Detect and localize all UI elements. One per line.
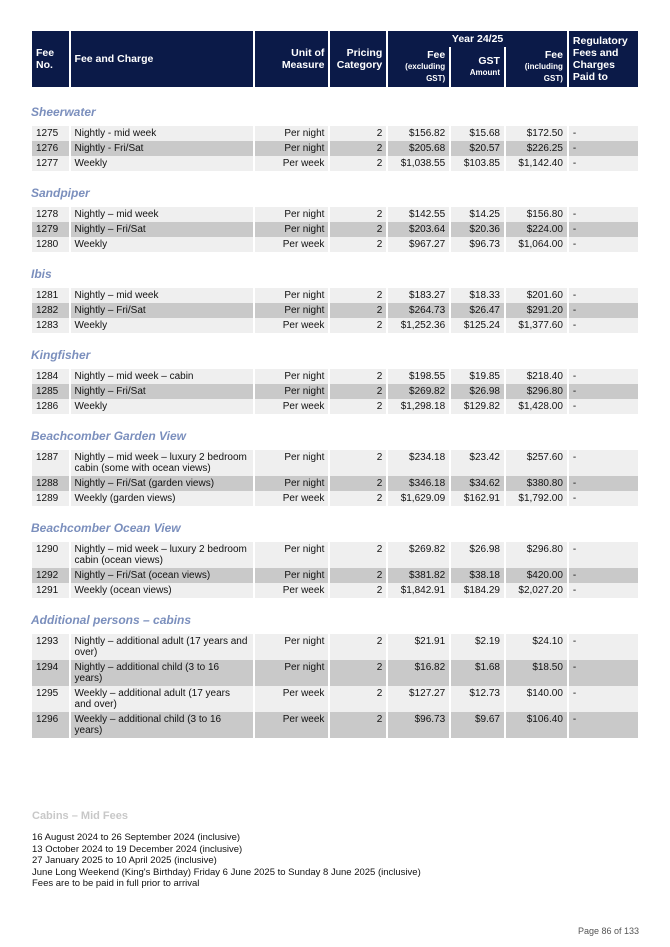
regulatory-cell: - <box>569 141 638 156</box>
fee-incl-gst-cell: $218.40 <box>506 369 567 384</box>
pricing-category-cell: 2 <box>330 384 386 399</box>
table-row <box>32 288 638 303</box>
unit-cell: Per night <box>255 476 328 491</box>
header-fee-and-charge: Fee and Charge <box>71 31 254 87</box>
fee-no-cell: 1293 <box>32 634 69 660</box>
fee-excl-gst-cell: $1,038.55 <box>388 156 449 171</box>
unit-cell: Per night <box>255 288 328 303</box>
regulatory-cell: - <box>569 384 638 399</box>
fee-excl-gst-cell: $96.73 <box>388 712 449 738</box>
header-gst-label: GST <box>478 55 500 67</box>
fee-no-cell: 1281 <box>32 288 69 303</box>
regulatory-cell: - <box>569 542 638 568</box>
fee-description-cell: Nightly – Fri/Sat <box>71 303 254 318</box>
fee-no-cell: 1276 <box>32 141 69 156</box>
regulatory-cell: - <box>569 660 638 686</box>
fee-excl-gst-cell: $1,629.09 <box>388 491 449 506</box>
section-title: Kingfisher <box>31 348 91 362</box>
header-pricing-category: Pricing Category <box>330 31 386 87</box>
pricing-category-cell: 2 <box>330 660 386 686</box>
fee-excl-gst-cell: $198.55 <box>388 369 449 384</box>
fee-excl-gst-cell: $21.91 <box>388 634 449 660</box>
unit-cell: Per night <box>255 222 328 237</box>
fee-incl-gst-cell: $291.20 <box>506 303 567 318</box>
unit-cell: Per week <box>255 318 328 333</box>
unit-cell: Per night <box>255 450 328 476</box>
unit-cell: Per night <box>255 303 328 318</box>
fee-excl-gst-cell: $156.82 <box>388 126 449 141</box>
notes-title: Cabins – Mid Fees <box>32 810 128 822</box>
pricing-category-cell: 2 <box>330 542 386 568</box>
regulatory-cell: - <box>569 303 638 318</box>
pricing-category-cell: 2 <box>330 237 386 252</box>
unit-cell: Per week <box>255 712 328 738</box>
table-header <box>30 31 640 87</box>
pricing-category-cell: 2 <box>330 288 386 303</box>
fee-excl-gst-cell: $183.27 <box>388 288 449 303</box>
fee-excl-gst-cell: $1,252.36 <box>388 318 449 333</box>
fee-incl-gst-cell: $106.40 <box>506 712 567 738</box>
fee-description-cell: Nightly – mid week <box>71 207 254 222</box>
table-row <box>32 237 638 252</box>
fee-description-cell: Nightly – mid week – cabin <box>71 369 254 384</box>
pricing-category-cell: 2 <box>330 476 386 491</box>
gst-amount-cell: $20.57 <box>451 141 504 156</box>
regulatory-cell: - <box>569 450 638 476</box>
fee-no-cell: 1275 <box>32 126 69 141</box>
gst-amount-cell: $26.47 <box>451 303 504 318</box>
fee-no-cell: 1285 <box>32 384 69 399</box>
table-row <box>32 384 638 399</box>
fee-incl-gst-cell: $1,377.60 <box>506 318 567 333</box>
header-fee-excl <box>388 47 449 87</box>
fee-incl-gst-cell: $24.10 <box>506 634 567 660</box>
fee-excl-gst-cell: $381.82 <box>388 568 449 583</box>
pricing-category-cell: 2 <box>330 156 386 171</box>
fee-incl-gst-cell: $380.80 <box>506 476 567 491</box>
table-row <box>32 399 638 414</box>
table-row <box>32 583 638 598</box>
fee-description-cell: Nightly – Fri/Sat (garden views) <box>71 476 254 491</box>
table-row <box>32 660 638 686</box>
header-excluding-gst: (excluding GST) <box>405 62 446 83</box>
fee-description-cell: Nightly – mid week – luxury 2 bedroom cabin (ocean views) <box>71 542 254 568</box>
gst-amount-cell: $23.42 <box>451 450 504 476</box>
fee-description-cell: Nightly – Fri/Sat <box>71 384 254 399</box>
gst-amount-cell: $2.19 <box>451 634 504 660</box>
fee-excl-gst-cell: $142.55 <box>388 207 449 222</box>
gst-amount-cell: $1.68 <box>451 660 504 686</box>
section-title: Beachcomber Garden View <box>31 429 186 443</box>
fee-description-cell: Weekly <box>71 399 254 414</box>
pricing-category-cell: 2 <box>330 583 386 598</box>
gst-amount-cell: $18.33 <box>451 288 504 303</box>
unit-cell: Per night <box>255 568 328 583</box>
gst-amount-cell: $129.82 <box>451 399 504 414</box>
fee-description-cell: Weekly <box>71 156 254 171</box>
unit-cell: Per week <box>255 491 328 506</box>
unit-cell: Per night <box>255 141 328 156</box>
fee-incl-gst-cell: $18.50 <box>506 660 567 686</box>
fee-incl-gst-cell: $201.60 <box>506 288 567 303</box>
fee-table <box>30 207 640 252</box>
section-title: Sandpiper <box>31 186 90 200</box>
fee-incl-gst-cell: $226.25 <box>506 141 567 156</box>
fee-no-cell: 1282 <box>32 303 69 318</box>
unit-cell: Per week <box>255 583 328 598</box>
regulatory-cell: - <box>569 222 638 237</box>
fee-excl-gst-cell: $205.68 <box>388 141 449 156</box>
fee-description-cell: Weekly <box>71 237 254 252</box>
table-row <box>32 686 638 712</box>
gst-amount-cell: $125.24 <box>451 318 504 333</box>
gst-amount-cell: $19.85 <box>451 369 504 384</box>
fee-no-cell: 1290 <box>32 542 69 568</box>
gst-amount-cell: $12.73 <box>451 686 504 712</box>
header-fee-no: Fee No. <box>32 31 69 87</box>
fee-description-cell: Nightly – additional adult (17 years and over) <box>71 634 254 660</box>
table-row <box>32 369 638 384</box>
section-title: Sheerwater <box>31 105 96 119</box>
fee-incl-gst-cell: $296.80 <box>506 384 567 399</box>
pricing-category-cell: 2 <box>330 712 386 738</box>
header-including-gst: (including GST) <box>524 62 563 83</box>
fee-sections <box>31 104 639 738</box>
pricing-category-cell: 2 <box>330 207 386 222</box>
fee-description-cell: Weekly – additional child (3 to 16 years) <box>71 712 254 738</box>
fee-description-cell: Weekly (ocean views) <box>71 583 254 598</box>
unit-cell: Per night <box>255 542 328 568</box>
gst-amount-cell: $34.62 <box>451 476 504 491</box>
fee-excl-gst-cell: $1,298.18 <box>388 399 449 414</box>
unit-cell: Per night <box>255 207 328 222</box>
regulatory-cell: - <box>569 712 638 738</box>
fee-description-cell: Nightly – mid week – luxury 2 bedroom cabin (some with ocean views) <box>71 450 254 476</box>
fee-excl-gst-cell: $264.73 <box>388 303 449 318</box>
table-row <box>32 141 638 156</box>
fee-schedule <box>31 31 639 738</box>
section-title: Additional persons – cabins <box>31 613 192 627</box>
header-year: Year 24/25 <box>388 31 567 47</box>
unit-cell: Per night <box>255 384 328 399</box>
regulatory-cell: - <box>569 476 638 491</box>
unit-cell: Per night <box>255 660 328 686</box>
fee-no-cell: 1295 <box>32 686 69 712</box>
gst-amount-cell: $162.91 <box>451 491 504 506</box>
fee-no-cell: 1288 <box>32 476 69 491</box>
fee-excl-gst-cell: $127.27 <box>388 686 449 712</box>
fee-no-cell: 1287 <box>32 450 69 476</box>
unit-cell: Per week <box>255 686 328 712</box>
notes-block <box>32 810 592 890</box>
regulatory-cell: - <box>569 399 638 414</box>
gst-amount-cell: $9.67 <box>451 712 504 738</box>
regulatory-cell: - <box>569 634 638 660</box>
fee-description-cell: Nightly – Fri/Sat (ocean views) <box>71 568 254 583</box>
regulatory-cell: - <box>569 568 638 583</box>
pricing-category-cell: 2 <box>330 369 386 384</box>
header-fee-label: Fee <box>427 49 446 61</box>
regulatory-cell: - <box>569 237 638 252</box>
fee-incl-gst-cell: $156.80 <box>506 207 567 222</box>
page-number: Page 86 of 133 <box>577 926 639 936</box>
header-regulatory: Regulatory Fees and Charges Paid to <box>569 31 638 87</box>
table-row <box>32 542 638 568</box>
pricing-category-cell: 2 <box>330 126 386 141</box>
gst-amount-cell: $14.25 <box>451 207 504 222</box>
fee-no-cell: 1283 <box>32 318 69 333</box>
fee-description-cell: Nightly – mid week <box>71 288 254 303</box>
fee-no-cell: 1280 <box>32 237 69 252</box>
regulatory-cell: - <box>569 369 638 384</box>
header-fee-inc-label: Fee <box>544 49 563 61</box>
fee-incl-gst-cell: $296.80 <box>506 542 567 568</box>
pricing-category-cell: 2 <box>330 141 386 156</box>
table-row <box>32 476 638 491</box>
notes-line: 16 August 2024 to 26 September 2024 (inclusive) <box>32 832 241 843</box>
fee-incl-gst-cell: $224.00 <box>506 222 567 237</box>
regulatory-cell: - <box>569 126 638 141</box>
fee-incl-gst-cell: $2,027.20 <box>506 583 567 598</box>
gst-amount-cell: $96.73 <box>451 237 504 252</box>
unit-cell: Per week <box>255 237 328 252</box>
fee-no-cell: 1289 <box>32 491 69 506</box>
pricing-category-cell: 2 <box>330 634 386 660</box>
table-row <box>32 450 638 476</box>
notes-line: Fees are to be paid in full prior to arrival <box>32 878 200 889</box>
gst-amount-cell: $15.68 <box>451 126 504 141</box>
fee-excl-gst-cell: $967.27 <box>388 237 449 252</box>
fee-excl-gst-cell: $269.82 <box>388 384 449 399</box>
fee-incl-gst-cell: $1,792.00 <box>506 491 567 506</box>
regulatory-cell: - <box>569 318 638 333</box>
pricing-category-cell: 2 <box>330 399 386 414</box>
gst-amount-cell: $26.98 <box>451 542 504 568</box>
gst-amount-cell: $184.29 <box>451 583 504 598</box>
table-row <box>32 568 638 583</box>
regulatory-cell: - <box>569 288 638 303</box>
table-row <box>32 634 638 660</box>
fee-no-cell: 1296 <box>32 712 69 738</box>
fee-description-cell: Weekly (garden views) <box>71 491 254 506</box>
header-unit-of-measure: Unit of Measure <box>255 31 328 87</box>
fee-incl-gst-cell: $1,064.00 <box>506 237 567 252</box>
gst-amount-cell: $20.36 <box>451 222 504 237</box>
table-row <box>32 491 638 506</box>
fee-no-cell: 1294 <box>32 660 69 686</box>
pricing-category-cell: 2 <box>330 491 386 506</box>
header-gst <box>451 47 504 87</box>
fee-incl-gst-cell: $257.60 <box>506 450 567 476</box>
unit-cell: Per week <box>255 399 328 414</box>
fee-excl-gst-cell: $1,842.91 <box>388 583 449 598</box>
table-row <box>32 156 638 171</box>
fee-incl-gst-cell: $1,142.40 <box>506 156 567 171</box>
unit-cell: Per night <box>255 634 328 660</box>
fee-description-cell: Nightly – additional child (3 to 16 years) <box>71 660 254 686</box>
fee-incl-gst-cell: $420.00 <box>506 568 567 583</box>
fee-description-cell: Nightly – Fri/Sat <box>71 222 254 237</box>
gst-amount-cell: $103.85 <box>451 156 504 171</box>
table-row <box>32 303 638 318</box>
table-row <box>32 318 638 333</box>
pricing-category-cell: 2 <box>330 686 386 712</box>
unit-cell: Per night <box>255 369 328 384</box>
unit-cell: Per week <box>255 156 328 171</box>
fee-excl-gst-cell: $16.82 <box>388 660 449 686</box>
fee-no-cell: 1278 <box>32 207 69 222</box>
notes-line: 27 January 2025 to 10 April 2025 (inclusive) <box>32 855 217 866</box>
fee-no-cell: 1292 <box>32 568 69 583</box>
gst-amount-cell: $38.18 <box>451 568 504 583</box>
pricing-category-cell: 2 <box>330 303 386 318</box>
pricing-category-cell: 2 <box>330 568 386 583</box>
regulatory-cell: - <box>569 583 638 598</box>
regulatory-cell: - <box>569 207 638 222</box>
table-row <box>32 222 638 237</box>
header-gst-amount: Amount <box>469 68 500 77</box>
fee-table <box>30 634 640 738</box>
fee-no-cell: 1284 <box>32 369 69 384</box>
fee-incl-gst-cell: $1,428.00 <box>506 399 567 414</box>
regulatory-cell: - <box>569 491 638 506</box>
fee-excl-gst-cell: $346.18 <box>388 476 449 491</box>
fee-description-cell: Nightly - Fri/Sat <box>71 141 254 156</box>
fee-no-cell: 1277 <box>32 156 69 171</box>
fee-table <box>30 126 640 171</box>
pricing-category-cell: 2 <box>330 222 386 237</box>
gst-amount-cell: $26.98 <box>451 384 504 399</box>
table-row <box>32 126 638 141</box>
fee-excl-gst-cell: $269.82 <box>388 542 449 568</box>
fee-incl-gst-cell: $140.00 <box>506 686 567 712</box>
fee-excl-gst-cell: $234.18 <box>388 450 449 476</box>
fee-incl-gst-cell: $172.50 <box>506 126 567 141</box>
regulatory-cell: - <box>569 156 638 171</box>
fee-table <box>30 450 640 506</box>
fee-table <box>30 288 640 333</box>
table-row <box>32 207 638 222</box>
fee-no-cell: 1279 <box>32 222 69 237</box>
fee-description-cell: Weekly <box>71 318 254 333</box>
fee-no-cell: 1291 <box>32 583 69 598</box>
pricing-category-cell: 2 <box>330 450 386 476</box>
section-title: Beachcomber Ocean View <box>31 521 181 535</box>
section-title: Ibis <box>31 267 52 281</box>
fee-no-cell: 1286 <box>32 399 69 414</box>
pricing-category-cell: 2 <box>330 318 386 333</box>
notes-line: 13 October 2024 to 19 December 2024 (inclusive) <box>32 843 243 855</box>
unit-cell: Per night <box>255 126 328 141</box>
fee-excl-gst-cell: $203.64 <box>388 222 449 237</box>
fee-description-cell: Weekly – additional adult (17 years and over) <box>71 686 254 712</box>
fee-table <box>30 542 640 598</box>
header-fee-incl <box>506 47 567 87</box>
fee-table <box>30 369 640 414</box>
notes-line: June Long Weekend (King's Birthday) Friday 6 June 2025 to Sunday 8 June 2025 (inclusive) <box>32 866 421 878</box>
regulatory-cell: - <box>569 686 638 712</box>
table-row <box>32 712 638 738</box>
fee-description-cell: Nightly - mid week <box>71 126 254 141</box>
